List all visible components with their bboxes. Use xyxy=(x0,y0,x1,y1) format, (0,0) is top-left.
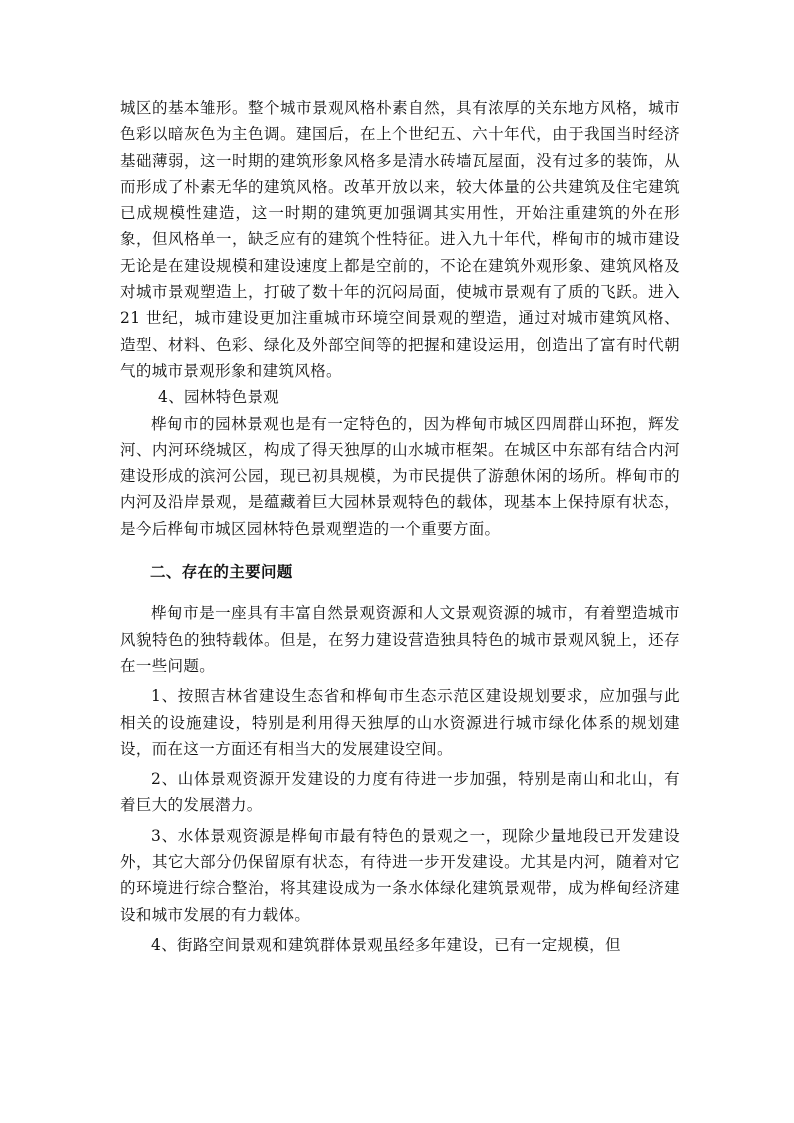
garden-paragraph: 桦甸市的园林景观也是有一定特色的，因为桦甸市城区四周群山环抱，辉发河、内河环绕城区，构成了得天独厚的山水城市框架。在城区中东部有结合内河建设形成的滨河公园，现已初具规模，为市民提供了游憩休闲的场所。桦甸市的内河及沿岸景观，是蕴藏着巨大园林景观特色的载体，现基本上保持原有状态，是今后桦甸市城区园林特色景观塑造的一个重要方面。 xyxy=(120,414,680,538)
problem-item-2: 2、山体景观资源开发建设的力度有待进一步加强，特别是南山和北山，有着巨大的发展潜力。 xyxy=(120,770,680,815)
intro-paragraph: 桦甸市是一座具有丰富自然景观资源和人文景观资源的城市，有着塑造城市风貌特色的独特载体。但是，在努力建设营造独具特色的城市景观风貌上，还存在一些问题。 xyxy=(120,604,680,675)
problem-item-3: 3、水体景观资源是桦甸市最有特色的景观之一，现除少量地段已开发建设外，其它大部分仍保留原有状态，有待进一步开发建设。尤其是内河，随着对它的环境进行综合整治，将其建设成为一条水体绿化建筑景观带，成为桦甸经济建设和城市发展的有力载体。 xyxy=(120,826,680,924)
problem-item-1: 1、按照吉林省建设生态省和桦甸市生态示范区建设规划要求，应加强与此相关的设施建设，特别是利用得天独厚的山水资源进行城市绿化体系的规划建设，而在这一方面还有相当大的发展建设空间。 xyxy=(120,687,680,758)
continued-paragraph: 城区的基本雏形。整个城市景观风格朴素自然，具有浓厚的关东地方风格，城市色彩以暗灰色为主色调。建国后，在上个世纪五、六十年代，由于我国当时经济基础薄弱，这一时期的建筑形象风格多是清水砖墙瓦屋面，没有过多的装饰，从而形成了朴素无华的建筑风格。改革开放以来，较大体量的公共建筑及住宅建筑已成规模性建造，这一时期的建筑更加强调其实用性，开始注重建筑的外在形象，但风格单一，缺乏应有的建筑个性特征。进入九十年代，桦甸市的城市建设无论是在建设规模和建设速度上都是空前的，不论在建筑外观形象、建筑风格及对城市景观塑造上，打破了数十年的沉闷局面，使城市景观有了质的飞跃。进入 21 世纪，城市建设更加注重城市环境空间景观的塑造，通过对城市建筑风格、造型、材料、色彩、绿化及外部空间等的把握和建设运用，创造出了富有时代朝气的城市景观形象和建筑风格。 xyxy=(120,99,680,380)
section-heading: 二、存在的主要问题 xyxy=(150,562,293,582)
subheading-garden-landscape: 4、园林特色景观 xyxy=(158,388,280,407)
document-page xyxy=(120,95,680,958)
problem-item-4: 4、街路空间景观和建筑群体景观虽经多年建设，已有一定规模，但 xyxy=(151,935,621,954)
